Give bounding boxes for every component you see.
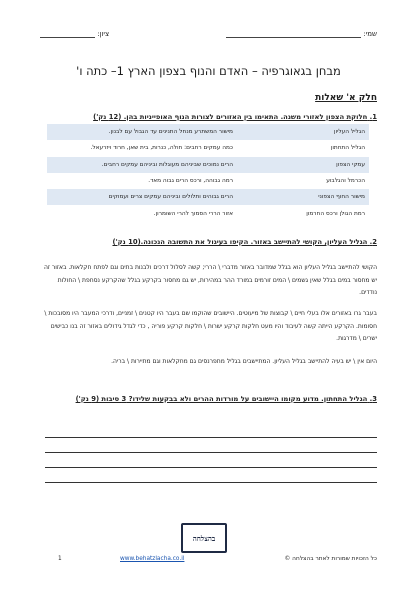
question-1	[40, 112, 377, 122]
grade-line[interactable]	[40, 37, 95, 38]
match-table	[47, 124, 369, 222]
behatzlacha-logo	[181, 523, 227, 553]
footer-rights: כל הזכויות שמורות לאתר בהצלחה ©	[284, 556, 377, 562]
landform-cell: מישור המשתרע מנחל התנינים עד הגבול עם לבנון.	[47, 124, 237, 140]
question-1-text: חלוקת הצפון לאזורי משנה. התאימו בין האזורים לצורות הנוף האופייניות בהן. (12 נק')	[93, 113, 368, 121]
region-cell: הגליל העליון	[237, 124, 369, 140]
q2-paragraph-3[interactable]: היום אין \ יש בעיה להתיישב בגליל העליון. המתיישבים בגליל מתפרנסים גם מחקלאות וגם מתיירות \ בריה.	[111, 358, 377, 365]
footer	[40, 556, 377, 566]
page-number: 1	[58, 556, 62, 562]
landform-cell: הרים נמוכים שביניהם מעוגלות וביניהם עמקים רחבים.	[47, 157, 237, 173]
answer-line[interactable]	[45, 452, 377, 453]
landform-cell: רמה גבוהה, ורכס הרים גבוה מאד.	[47, 173, 237, 189]
question-3	[40, 394, 377, 404]
name-label: שמי:	[363, 30, 377, 38]
name-field[interactable]	[226, 30, 377, 38]
question-3-text: הגליל התחתון. מדוע מקומו היישובים על מורדות ההרים ולא בבקעות שלידו? 3 סיבות (9 נק')	[75, 395, 368, 403]
landform-cell: הרים גבוהים ותלולים וביניהם עמקים צרים ועמוקים	[47, 189, 237, 205]
table-row	[47, 189, 369, 205]
table-row	[47, 157, 369, 173]
grade-label: ציון:	[97, 30, 110, 38]
region-cell: מישור החוף הצפוני	[237, 189, 369, 205]
exam-title: מבחן בגאוגרפיה – האדם והנוף בצפון הארץ 1– כתה ו'	[76, 64, 341, 78]
table-row	[47, 124, 369, 140]
question-2-text: הגליל העליון, הקושי להתיישב באזור. הקיפו בעיגול את התשובה הנכונה.(10 נק')	[112, 238, 368, 246]
region-cell: עמקי הצפון	[237, 157, 369, 173]
question-1-number: 1.	[369, 113, 377, 121]
section-title: חלק א' שאלות	[315, 93, 377, 103]
table-row	[47, 140, 369, 156]
answer-line[interactable]	[45, 437, 377, 438]
landform-cell: כמה עמקים רחבים: חולה, כנרות, בית שאן, חרוד ויזרעאל.	[47, 140, 237, 156]
region-cell: הכרמל והגלבוע	[237, 173, 369, 189]
answer-line[interactable]	[45, 482, 377, 483]
grade-field[interactable]	[40, 30, 109, 38]
logo-text: בהצלחה	[192, 533, 216, 543]
header-fields	[40, 30, 377, 44]
question-3-number: 3.	[369, 395, 377, 403]
footer-url-link[interactable]: www.behatzlacha.co.il	[120, 556, 185, 562]
landform-cell: אזור הררי הסמוך להרי השומרון.	[47, 205, 237, 221]
region-cell: רמת הגולן ורכס החרמון	[237, 205, 369, 221]
q2-paragraph-2[interactable]: בעבר גרו באזורים אלו בעלי חיים \ קבוצות של מיעוטים. היישובים שהוקמו שם בעבר היו קטנים \ זמניים, ודרכי המעבר היו מסובכות \ חסומות. הקרקע הייתה קשה לעיבוד והיו מעט חלקות קרקע ישרות \ חלקות קרקע פוריה , כדי לגדל גידולים באזור זה בנו כבישים ישרים \ מדרגות.	[44, 310, 377, 343]
table-row	[47, 173, 369, 189]
question-2-number: 2.	[369, 238, 377, 246]
answer-line[interactable]	[45, 467, 377, 468]
question-2	[40, 237, 377, 247]
name-line[interactable]	[226, 37, 361, 38]
q2-paragraph-1[interactable]: הקושי להתיישב בגליל העליון הוא בגלל שמדובר באזור מדברי \ הררי; קשה לסלול דרכים ולבנות בתים וגם לפתח חקלאות. באזור זה יש מחסור במים בגלל שאין גשמים \ המים זורמים במורד ההר במהירות, יש גם מחסור בקרקע בגלל שהקרקע נסחפת \ החולות נודדים.	[44, 264, 377, 297]
region-cell: הגליל התחתון	[237, 140, 369, 156]
table-row	[47, 205, 369, 221]
